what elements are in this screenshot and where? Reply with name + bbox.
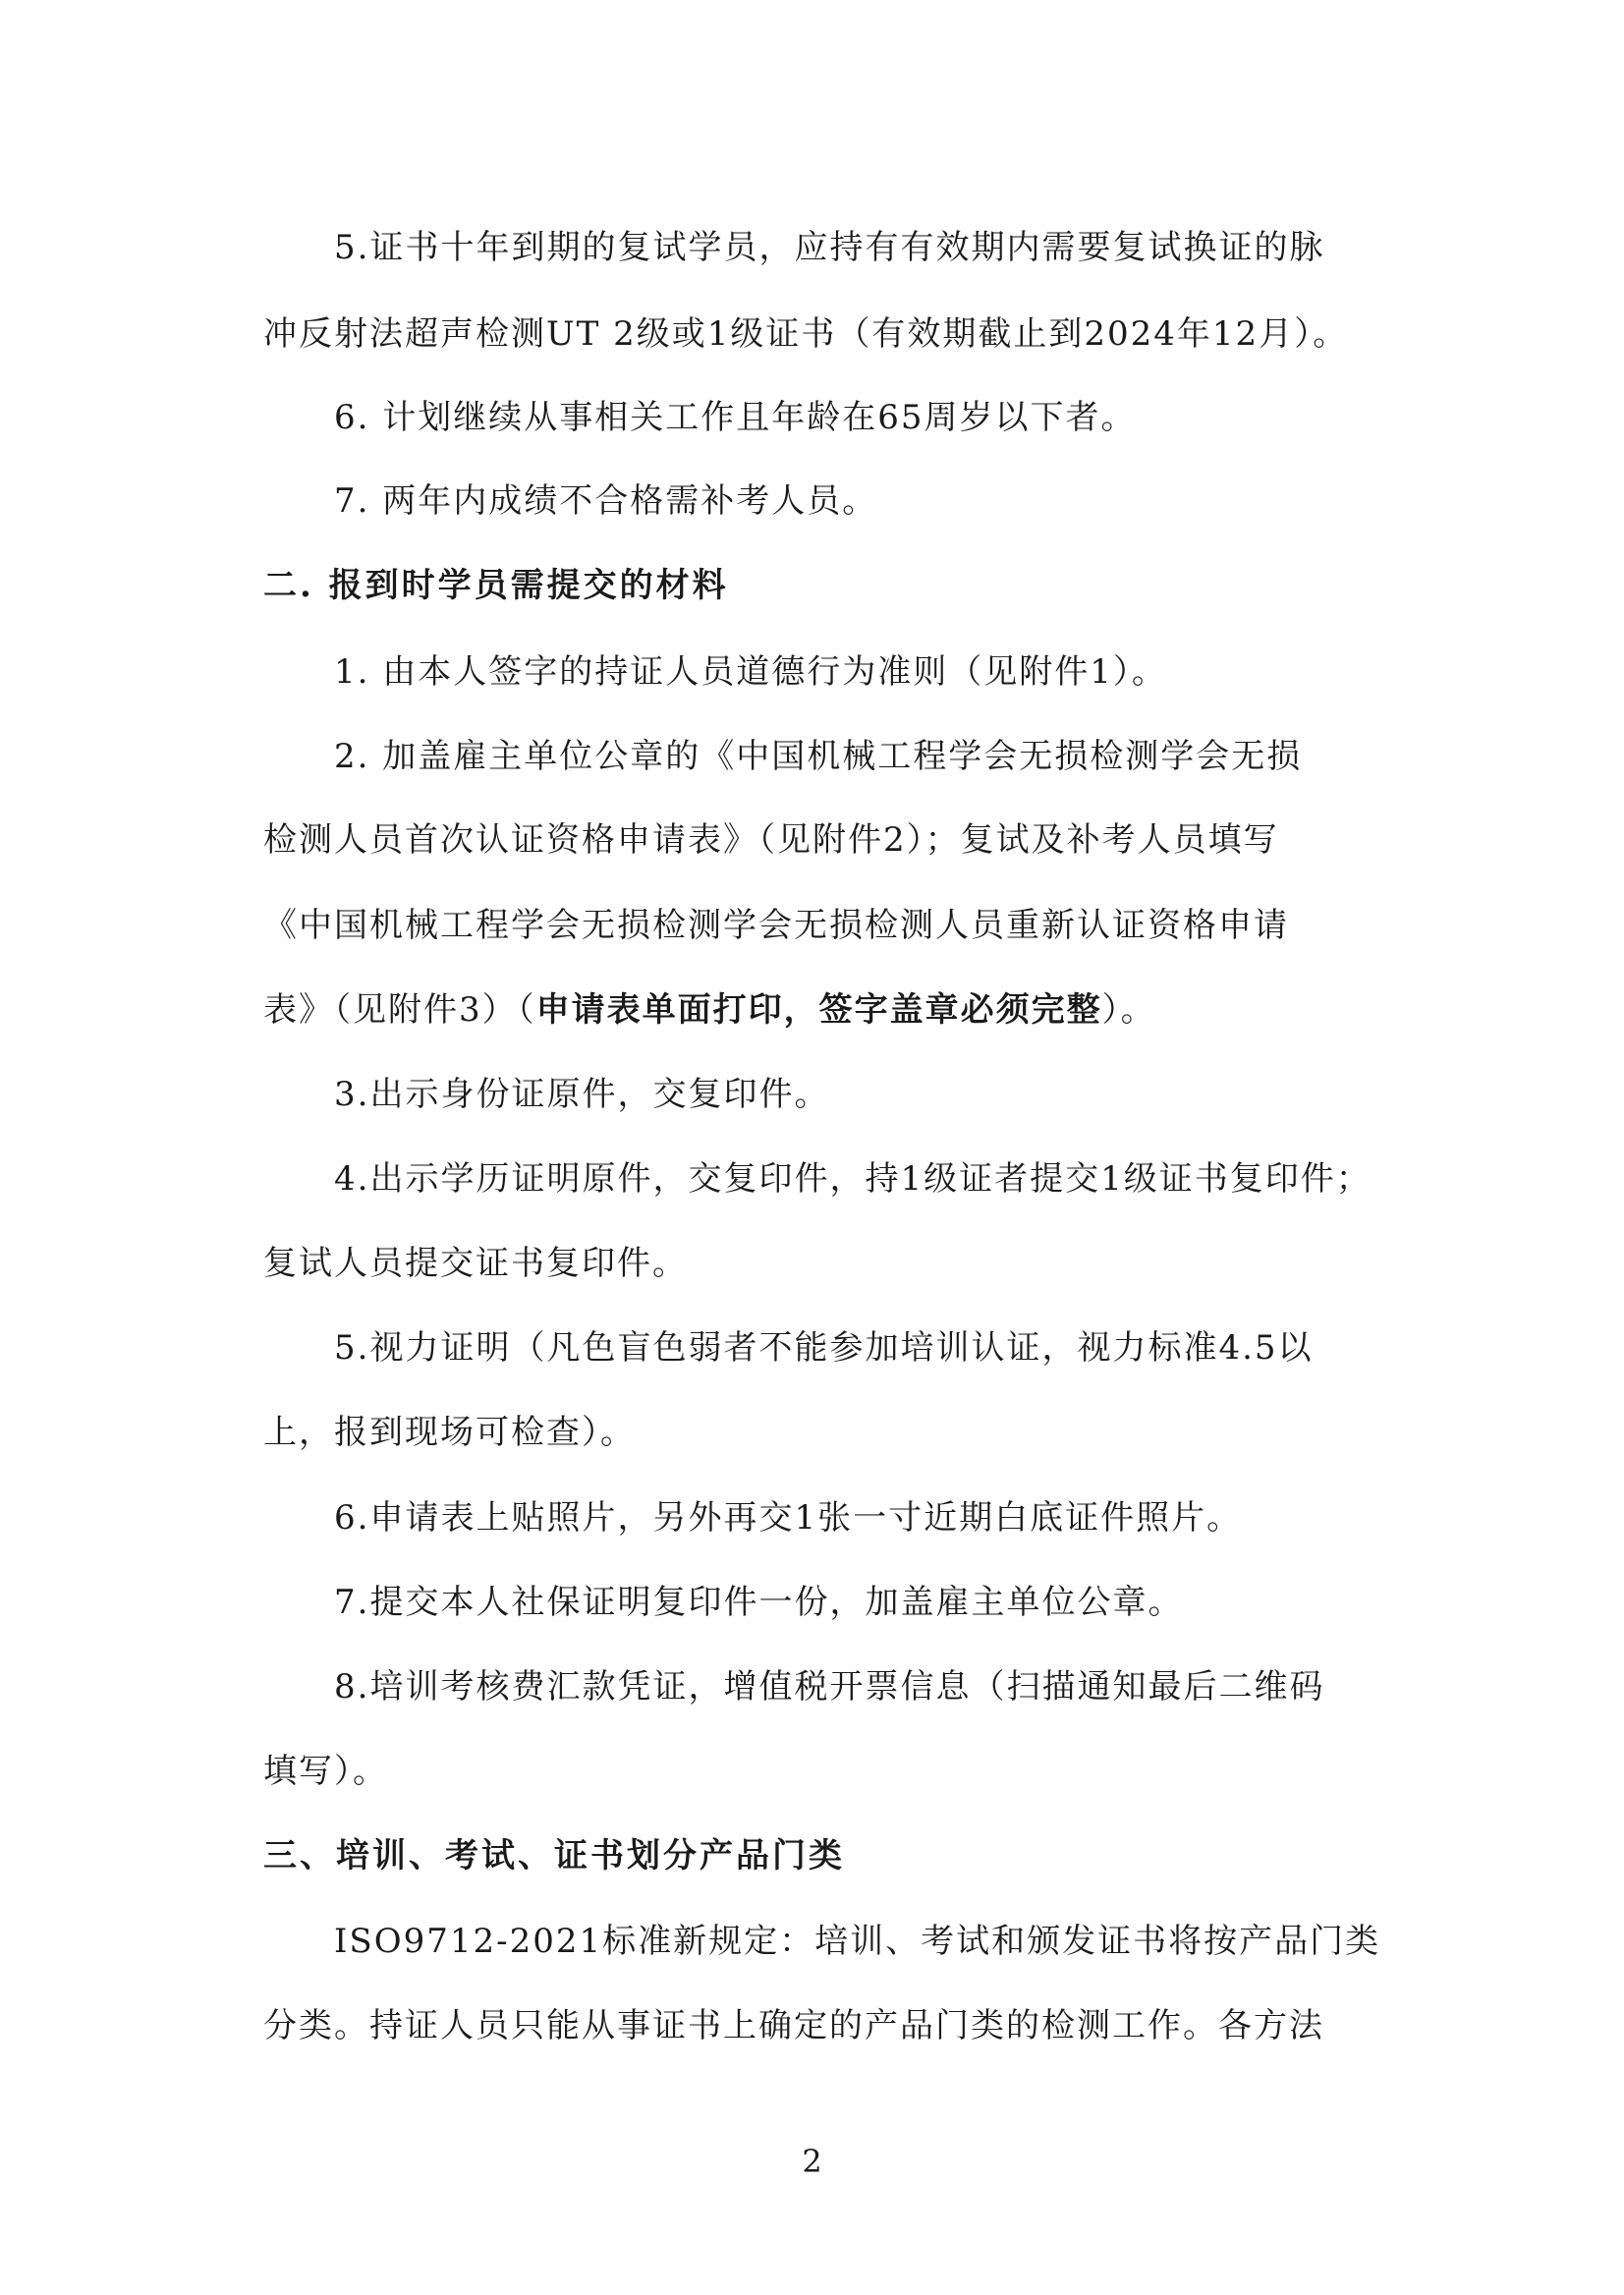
material-2-line-4-end: ）。 <box>1101 990 1156 1030</box>
section-3-para-line-2: 分类。持证人员只能从事证书上确定的产品门类的检测工作。各方法 <box>263 2006 1324 2045</box>
material-8-line-1: 8.培训考核费汇款凭证，增值税开票信息（扫描通知最后二维码 <box>334 1667 1325 1707</box>
material-7: 7.提交本人社保证明复印件一份，加盖雇主单位公章。 <box>334 1583 1184 1622</box>
material-2-line-4-start: 表》（见附件3）（ <box>263 990 536 1030</box>
item-5-line-1: 5.证书十年到期的复试学员，应持有有效期内需要复试换证的脉 <box>334 228 1325 267</box>
section-3-para-line-1: ISO9712-2021标准新规定：培训、考试和颁发证书将按产品门类 <box>334 1922 1381 1961</box>
material-2-line-3: 《中国机械工程学会无损检测学会无损检测人员重新认证资格申请 <box>263 906 1289 945</box>
material-2-line-2: 检测人员首次认证资格申请表》（见附件2）；复试及补考人员填写 <box>263 820 1279 860</box>
material-5-line-2: 上，报到现场可检查）。 <box>263 1413 636 1452</box>
material-5-line-1: 5.视力证明（凡色盲色弱者不能参加培训认证，视力标准4.5以 <box>334 1328 1314 1368</box>
material-4-line-2: 复试人员提交证书复印件。 <box>263 1244 688 1283</box>
material-2-emphasis: 申请表单面打印，签字盖章必须完整 <box>535 990 1102 1030</box>
material-6: 6.申请表上贴照片，另外再交1张一寸近期白底证件照片。 <box>334 1498 1243 1538</box>
page-number: 2 <box>802 2143 822 2180</box>
section-2-heading: 二. 报到时学员需提交的材料 <box>263 566 729 605</box>
material-4-line-1: 4.出示学历证明原件，交复印件，持1级证者提交1级证书复印件； <box>334 1159 1372 1199</box>
material-2-line-1: 2. 加盖雇主单位公章的《中国机械工程学会无损检测学会无损 <box>334 737 1303 776</box>
item-5-line-2: 冲反射法超声检测UT 2级或1级证书（有效期截止到2024年12月）。 <box>263 314 1349 354</box>
item-7: 7. 两年内成绩不合格需补考人员。 <box>334 481 878 521</box>
material-3: 3.出示身份证原件，交复印件。 <box>334 1075 830 1114</box>
material-2-line-4 <box>263 990 1403 1030</box>
material-1: 1. 由本人签字的持证人员道德行为准则（见附件1）。 <box>334 652 1167 692</box>
item-6: 6. 计划继续从事相关工作且年龄在65周岁以下者。 <box>334 398 1137 437</box>
material-8-line-2: 填写）。 <box>263 1752 388 1791</box>
section-3-heading: 三、培训、考试、证书划分产品门类 <box>263 1836 845 1875</box>
